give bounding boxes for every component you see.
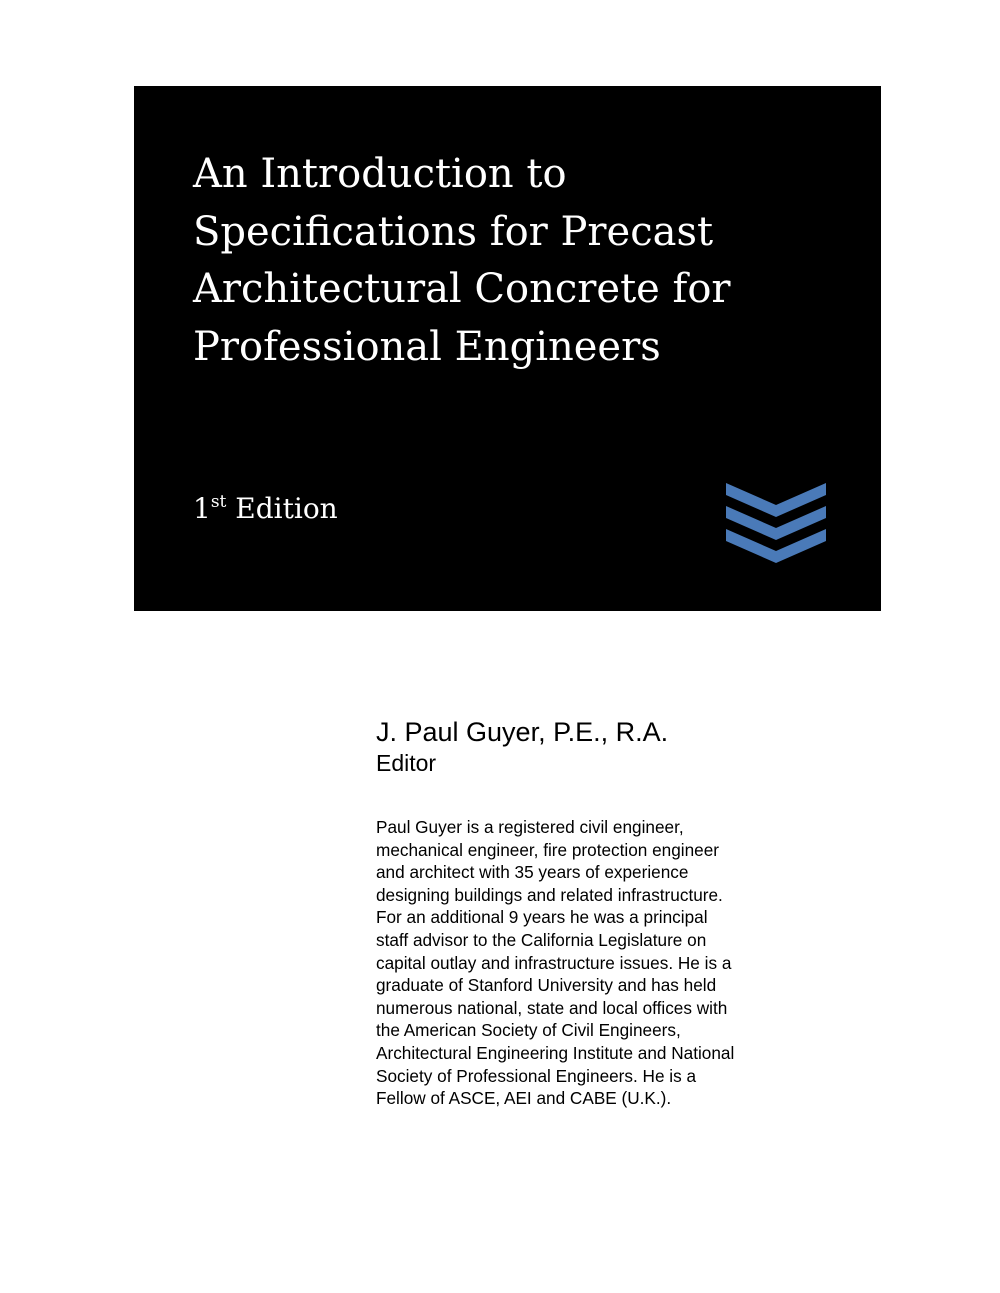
bio-line: For an additional 9 years he was a principal [376,907,708,928]
author-bio [376,816,796,1110]
bio-line: Fellow of ASCE, AEI and CABE (U.K.). [376,1088,672,1109]
edition-suffix: st [210,492,227,512]
title-line: Architectural Concrete for [193,266,731,312]
title-line: Professional Engineers [193,323,661,370]
author-name: J. Paul Guyer, P.E., R.A. [376,717,669,747]
bio-line: the American Society of Civil Engineers, [376,1020,681,1041]
bio-line: and architect with 35 years of experience [376,862,689,883]
edition-number: 1 [193,492,211,525]
cover-panel [134,86,881,611]
bio-line: numerous national, state and local offices with [376,997,728,1018]
title-line: Specifications for Precast [193,208,714,255]
bio-line: staff advisor to the California Legislature on [376,929,707,950]
book-title [193,146,853,376]
bio-line: Society of Professional Engineers. He is a [376,1065,697,1086]
triple-chevron-down-icon [726,483,826,563]
bio-line: Architectural Engineering Institute and National [376,1042,735,1063]
bio-line: designing buildings and related infrastructure. [376,884,723,905]
author-role: Editor [376,750,437,776]
edition-label [193,491,338,527]
bio-line: Paul Guyer is a registered civil engineer, [376,817,684,837]
bio-line: mechanical engineer, fire protection engineer [376,839,720,860]
bio-line: graduate of Stanford University and has held [376,975,717,996]
chevron-stripe [726,483,826,517]
author-section [376,715,796,1110]
edition-word: Edition [235,492,338,525]
title-line: An Introduction to [193,151,567,197]
bio-line: capital outlay and infrastructure issues. He is a [376,952,732,973]
